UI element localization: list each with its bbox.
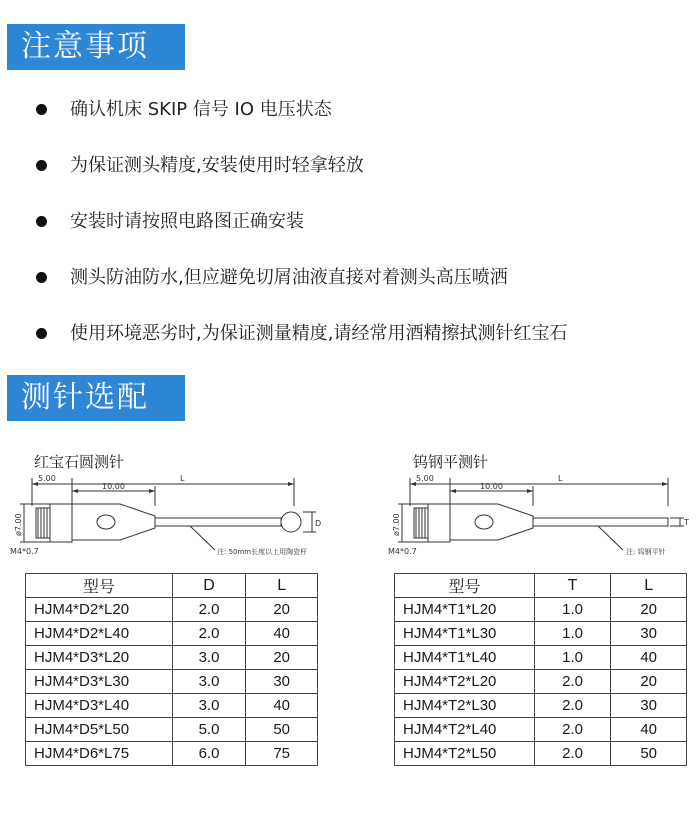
thread-label: M4*0.7	[10, 547, 39, 556]
cell-t: 2.0	[534, 694, 611, 718]
notes-list	[34, 82, 567, 362]
column-header: L	[246, 574, 318, 598]
bullet-icon	[36, 216, 47, 227]
cell-d: 3.0	[172, 670, 246, 694]
cell-d: 2.0	[172, 622, 246, 646]
dim-label: D	[315, 519, 322, 528]
note-item	[34, 306, 567, 362]
note-text: 安装时请按照电路图正确安装	[70, 211, 304, 232]
cell-l: 40	[246, 622, 318, 646]
cell-model: HJM4*T1*L30	[395, 622, 535, 646]
cell-model: HJM4*T2*L40	[395, 718, 535, 742]
cell-d: 6.0	[172, 742, 246, 766]
table-row	[26, 598, 318, 622]
table-header-row	[395, 574, 687, 598]
column-header: T	[534, 574, 611, 598]
note-text: 测头防油防水,但应避免切屑油液直接对着测头高压喷洒	[70, 267, 508, 288]
table-row	[26, 622, 318, 646]
cell-l: 20	[611, 598, 687, 622]
cell-model: HJM4*D2*L20	[26, 598, 173, 622]
dim-label: L	[558, 474, 563, 483]
cell-d: 2.0	[172, 598, 246, 622]
dim-label: ø7.00	[14, 513, 23, 536]
column-header: D	[172, 574, 246, 598]
dim-label: 5.00	[416, 474, 434, 483]
ruby-stylus-drawing	[10, 470, 350, 566]
cell-t: 2.0	[534, 670, 611, 694]
cell-model: HJM4*D5*L50	[26, 718, 173, 742]
cell-model: HJM4*D3*L40	[26, 694, 173, 718]
table-row	[395, 622, 687, 646]
column-header: 型号	[26, 574, 173, 598]
dim-label: ø7.00	[392, 513, 401, 536]
section-banner-stylus-selection: 测针选配	[7, 375, 185, 421]
table-row	[395, 670, 687, 694]
cell-model: HJM4*T2*L30	[395, 694, 535, 718]
column-header: L	[611, 574, 687, 598]
cell-model: HJM4*D3*L30	[26, 670, 173, 694]
cell-model: HJM4*T1*L40	[395, 646, 535, 670]
cell-l: 50	[611, 742, 687, 766]
cell-l: 75	[246, 742, 318, 766]
dim-label: T	[684, 518, 689, 527]
bullet-icon	[36, 160, 47, 171]
cell-l: 40	[246, 694, 318, 718]
cell-d: 3.0	[172, 694, 246, 718]
cell-model: HJM4*D3*L20	[26, 646, 173, 670]
bullet-icon	[36, 104, 47, 115]
cell-model: HJM4*T1*L20	[395, 598, 535, 622]
cell-t: 1.0	[534, 622, 611, 646]
cell-t: 2.0	[534, 742, 611, 766]
note-item	[34, 138, 567, 194]
note-text: 确认机床 SKIP 信号 IO 电压状态	[70, 99, 332, 120]
cell-t: 1.0	[534, 646, 611, 670]
bullet-icon	[36, 272, 47, 283]
table-row	[26, 718, 318, 742]
cell-t: 1.0	[534, 598, 611, 622]
cell-l: 20	[246, 646, 318, 670]
table-row	[395, 742, 687, 766]
note-item	[34, 82, 567, 138]
cell-l: 40	[611, 718, 687, 742]
cell-l: 30	[611, 622, 687, 646]
note-item	[34, 194, 567, 250]
dim-label: L	[180, 474, 185, 483]
diagram-note: 注: 50mm长度以上用陶瓷杆	[217, 548, 308, 556]
dim-label: 10.00	[480, 482, 503, 491]
cell-l: 20	[611, 670, 687, 694]
table-row	[395, 694, 687, 718]
carbide-stylus-spec-table	[394, 573, 687, 766]
column-header: 型号	[395, 574, 535, 598]
table-row	[26, 646, 318, 670]
table-row	[26, 670, 318, 694]
note-text: 使用环境恶劣时,为保证测量精度,请经常用酒精擦拭测针红宝石	[70, 323, 568, 344]
cell-d: 3.0	[172, 646, 246, 670]
carbide-flat-stylus-drawing	[388, 470, 698, 566]
table-row	[395, 646, 687, 670]
cell-model: HJM4*T2*L50	[395, 742, 535, 766]
ruby-stylus-spec-table	[25, 573, 318, 766]
table-row	[395, 598, 687, 622]
table-header-row	[26, 574, 318, 598]
dim-label: 5.00	[38, 474, 56, 483]
thread-label: M4*0.7	[388, 547, 417, 556]
cell-d: 5.0	[172, 718, 246, 742]
diagram-title-carbide-flat-stylus: 钨钢平测针	[413, 453, 489, 471]
cell-t: 2.0	[534, 718, 611, 742]
table-row	[26, 742, 318, 766]
cell-l: 40	[611, 646, 687, 670]
section-banner-notes: 注意事项	[7, 24, 185, 70]
note-item	[34, 250, 567, 306]
cell-model: HJM4*D6*L75	[26, 742, 173, 766]
bullet-icon	[36, 328, 47, 339]
cell-l: 30	[246, 670, 318, 694]
cell-l: 50	[246, 718, 318, 742]
dim-label: 10.00	[102, 482, 125, 491]
table-row	[395, 718, 687, 742]
cell-l: 30	[611, 694, 687, 718]
diagram-note: 注: 钨钢平针	[626, 548, 666, 556]
cell-model: HJM4*T2*L20	[395, 670, 535, 694]
note-text: 为保证测头精度,安装使用时轻拿轻放	[70, 155, 364, 176]
diagram-title-ruby-stylus: 红宝石圆测针	[34, 453, 125, 471]
cell-l: 20	[246, 598, 318, 622]
table-row	[26, 694, 318, 718]
cell-model: HJM4*D2*L40	[26, 622, 173, 646]
